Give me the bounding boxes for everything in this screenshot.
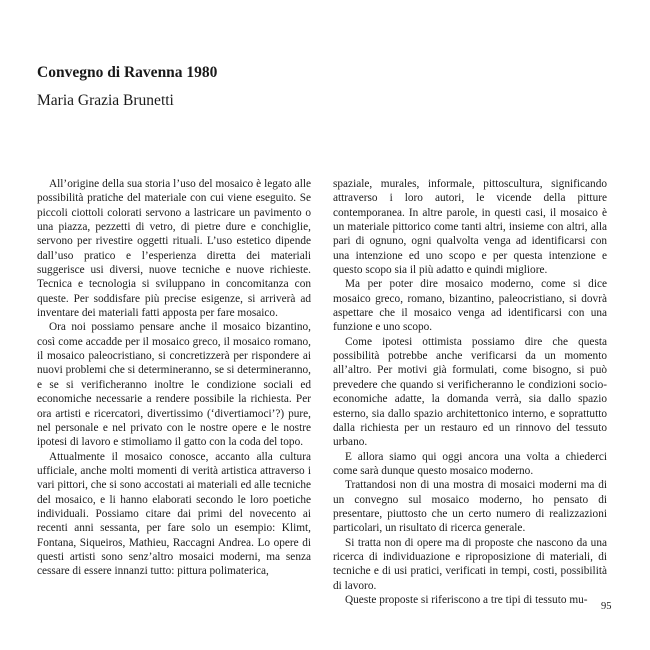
paragraph: Attualmente il mosaico conosce, accanto alla cultura ufficiale, anche molti momenti di verità artistica attraverso i vari pittori, che si sono accostati ai materiali ed alle tecniche del mosaico, e li hanno elaborati secondo le loro poetiche individuali. Possiamo citare dai primi del novecento ai recenti anni sessanta, per fare solo un esempio: Klimt, Fontana, Siqueiros, Mathieu, Raccagni Andrea. Lo opere di questi artisti sono senz’altro mosaici moderni, ma senza cessare di essere innanzi tutto: pittura polimaterica,: [37, 450, 311, 578]
paragraph: Ora noi possiamo pensare anche il mosaico bizantino, così come accadde per il mosaico greco, il mosaico romano, il mosaico paleocristiano, si concretizzerà per rispondere ai nuovi problemi che si determineranno, se si determineranno, e se si verificheranno inoltre le condizione sociali ed economiche necessarie a rendere possibile la richiesta. Per ora artisti e ricercatori, divertissimo (‘divertiamoci’?) pure, nel personale e nel privato con le nostre opere e le nostre ipotesi di lavoro e stimoliamo il gatto con la coda del topo.: [37, 321, 311, 449]
paragraph: Trattandosi non di una mostra di mosaici moderni ma di un convegno sul mosaico moderno, ho pensato di presentare, piuttosto che un certo numero di realizzazioni particolari, un risultato di ricerca generale.: [333, 479, 607, 535]
paragraph: spaziale, murales, informale, pittoscultura, significando attraverso i loro autori, le vicende della pitture contemporanea. In altre parole, in questi casi, il mosaico è un materiale pittorico come tanti altri, insieme con altri, alla pari di ognuno, ogni qualvolta venga ad identificarsi con una intenzione ed uno scopo e per questa intenzione e questo scopo sia il più adatto e quindi migliore.: [333, 178, 607, 277]
paragraph: Come ipotesi ottimista possiamo dire che questa possibilità potrebbe anche verificarsi da un momento all’altro. Per motivi già formulati, come bisogno, si può prevedere che quando si verificheranno le condizioni socio-economiche adatte, la domanda verrà, sia dallo spazio esterno, sia dallo spazio architettonico interno, e soprattutto dalla richiesta per un restauro ed un rinnovo del tessuto urbano.: [333, 335, 607, 449]
paragraph: All’origine della sua storia l’uso del mosaico è legato alle possibilità pratiche del materiale con cui viene eseguito. Se piccoli ciottoli colorati servono a lastricare un pavimento o una piazza, pezzetti di vetro, di pietre dure e conchiglie, servono per rivestire oggetti rituali. L’uso estetico dipende dall’uso pratico e l’esperienza diretta dei materiali suggerisce usi diversi, nuove tecniche e nuove richieste. Tecnica e tecnologia si sviluppano in concomitanza con queste. Per soddisfare più precise esigenze, si arriverà ad inventare dei materiali fatti apposta per fare mosaico.: [37, 178, 311, 320]
paragraph: E allora siamo qui oggi ancora una volta a chiederci come sarà dunque questo mosaico moderno.: [333, 450, 607, 477]
left-text-column: [37, 177, 311, 579]
paragraph: Queste proposte si riferiscono a tre tipi di tessuto mu-: [345, 593, 588, 606]
page-number: 95: [601, 601, 612, 612]
article-title: Convegno di Ravenna 1980: [37, 64, 218, 81]
paragraph: Ma per poter dire mosaico moderno, come si dice mosaico greco, romano, bizantino, paleocristiano, si dovrà aspettare che il mosaico venga ad identificarsi con una funzione e uno scopo.: [333, 278, 607, 334]
paragraph: Si tratta non di opere ma di proposte che nascono da una ricerca di individuazione e riproposizione di materiali, di tecniche e di usi pratici, verificati in tempi, costi, possibilità di lavoro.: [333, 536, 607, 592]
author-name: Maria Grazia Brunetti: [37, 92, 174, 109]
right-text-column: [333, 177, 607, 607]
